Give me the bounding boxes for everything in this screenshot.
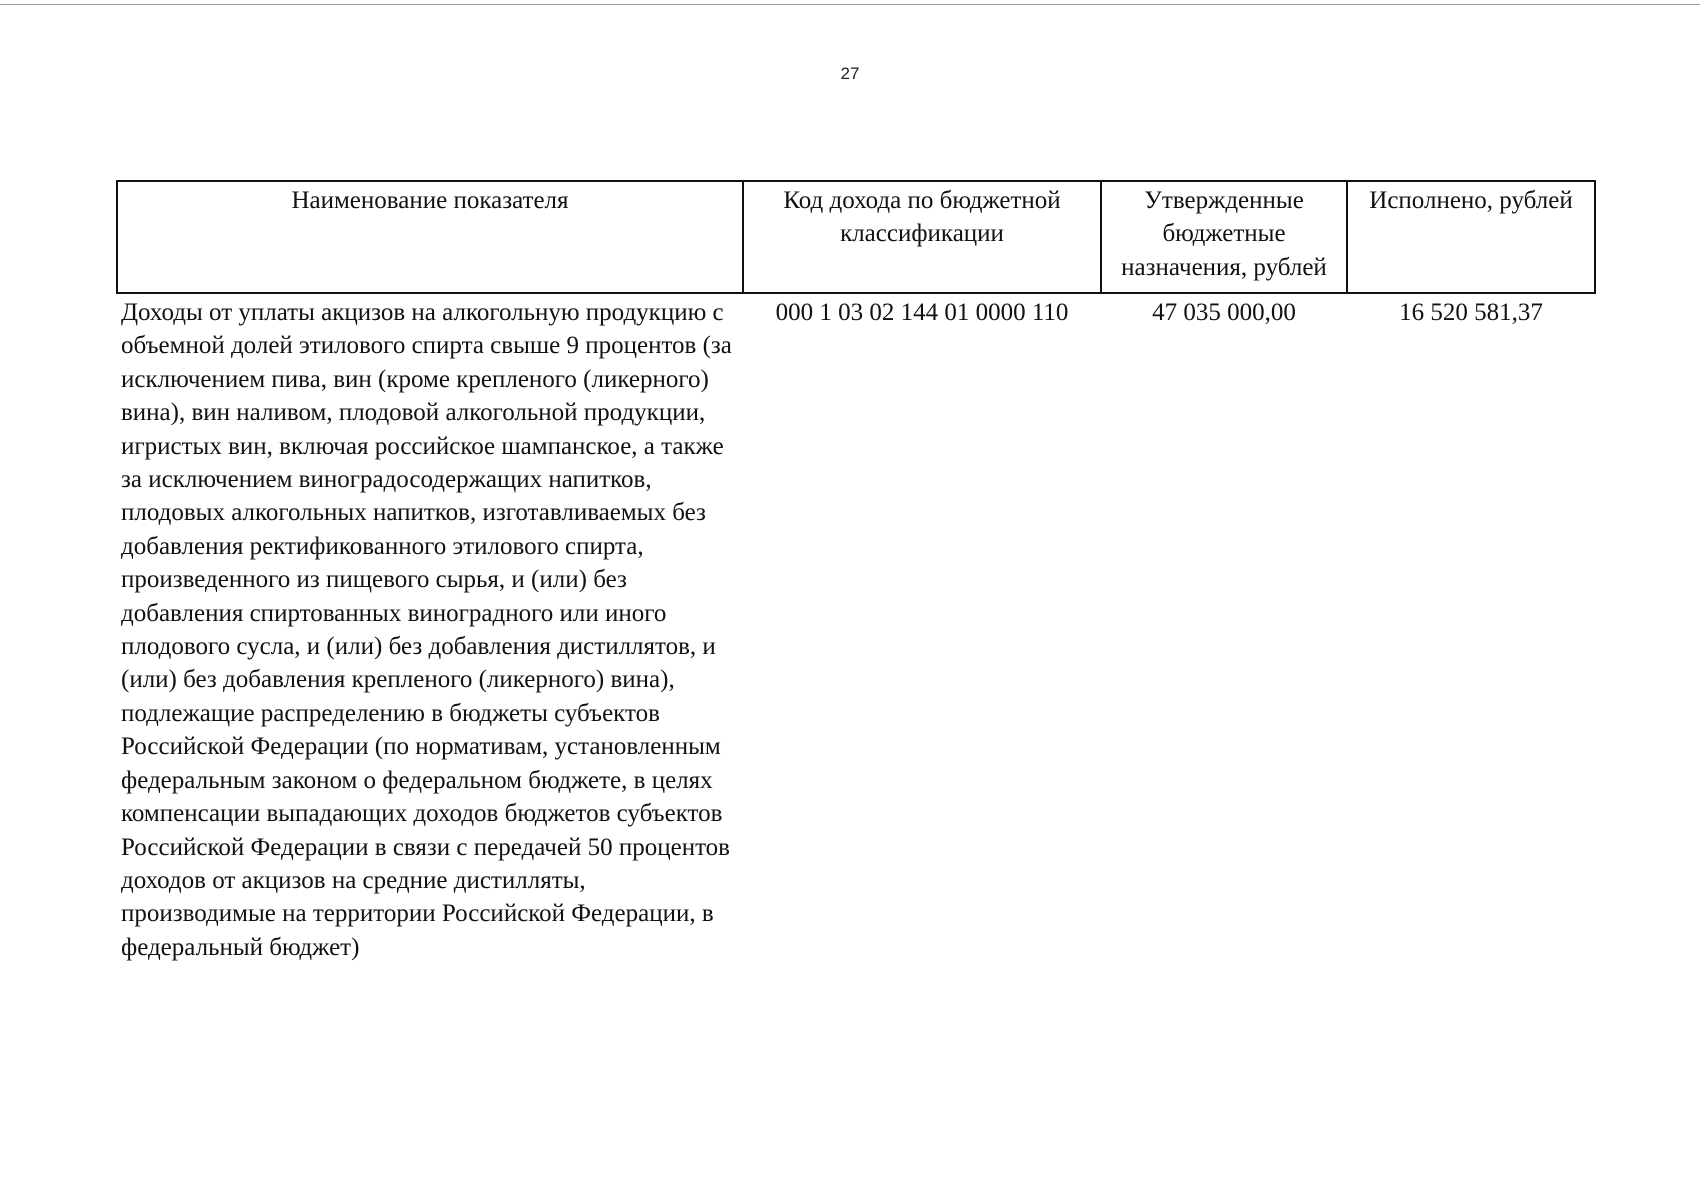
table-row — [117, 293, 1595, 964]
header-executed: Исполнено, рублей — [1347, 181, 1595, 293]
budget-income-table — [116, 180, 1596, 964]
header-approved-budget: Утвержденные бюджетные назначения, рублей — [1101, 181, 1347, 293]
header-indicator-name: Наименование показателя — [117, 181, 743, 293]
indicator-name-cell: Доходы от уплаты акцизов на алкогольную продукцию с объемной долей этилового спирта свыше 9 процентов (за исключением пива, вин (кроме крепленого (ликерного) вина), вин наливом, плодовой алкогольной продукции, игристых вин, включая российское шампанское, а также за исключением виноградосодержащих напитков, плодовых алкогольных напитков, изготавливаемых без добавления ректификованного этилового спирта, произведенного из пищевого сырья, и (или) без добавления спиртованных виноградного или иного плодового сусла, и (или) без добавления дистиллятов, и (или) без добавления крепленого (ликерного) вина), подлежащие распределению в бюджеты субъектов Российской Федерации (по нормативам, установленным федеральным законом о федеральном бюджете, в целях компенсации выпадающих доходов бюджетов субъектов Российской Федерации в связи с передачей 50 процентов доходов от акцизов на средние дистилляты, производимые на территории Российской Федерации, в федеральный бюджет) — [121, 299, 732, 961]
income-code-cell: 000 1 03 02 144 01 0000 110 — [775, 299, 1069, 326]
scan-border-line — [0, 4, 1700, 5]
table-header-row — [117, 181, 1595, 293]
page-number: 27 — [840, 64, 860, 83]
approved-amount-cell: 47 035 000,00 — [1152, 299, 1296, 326]
header-income-code: Код дохода по бюджетной классификации — [743, 181, 1101, 293]
executed-amount-cell: 16 520 581,37 — [1399, 299, 1543, 326]
